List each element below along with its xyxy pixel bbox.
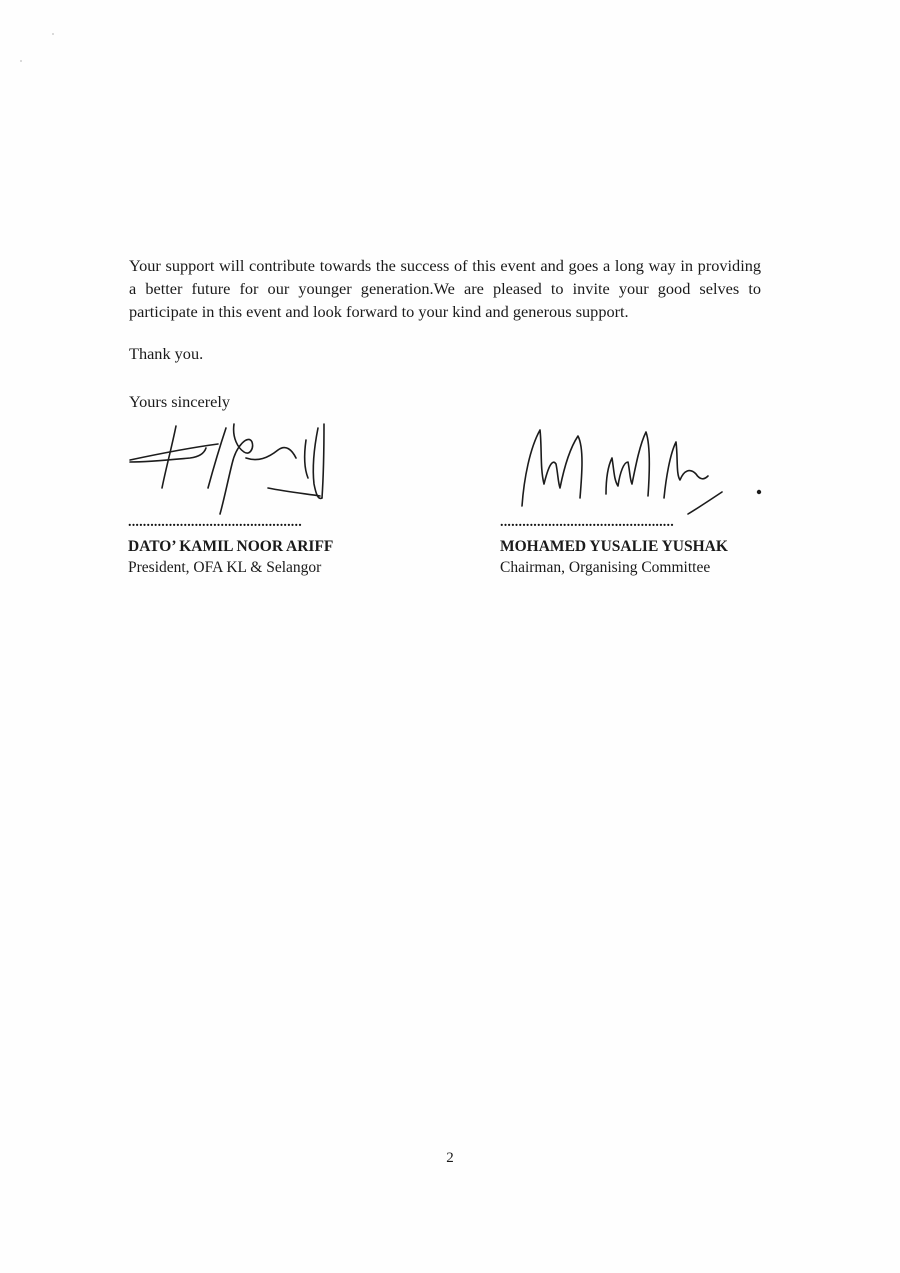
signer-name: DATO’ KAMIL NOOR ARIFF bbox=[128, 538, 334, 555]
handwritten-signature-yusalie bbox=[500, 418, 780, 518]
page-number: 2 bbox=[446, 1150, 454, 1166]
scan-speck bbox=[52, 33, 54, 35]
signer-title: Chairman, Organising Committee bbox=[500, 559, 711, 576]
signer-title: President, OFA KL & Selangor bbox=[128, 559, 322, 576]
handwritten-signature-kamil bbox=[128, 418, 388, 518]
letter-body-paragraph: Your support will contribute towards the success of this event and goes a long way in providing a better future for our younger generation.We are pleased to invite your good selves to participate in this event and look forward to your kind and generous support. bbox=[129, 256, 761, 321]
signature-dotted-line: ............................................... bbox=[128, 518, 302, 530]
signature-block-chairman bbox=[500, 418, 780, 577]
closing-salutation: Yours sincerely bbox=[129, 392, 231, 411]
scan-speck bbox=[20, 60, 22, 62]
signature-dotted-line: ............................................... bbox=[500, 518, 674, 530]
thank-you-line: Thank you. bbox=[129, 344, 204, 363]
signer-name: MOHAMED YUSALIE YUSHAK bbox=[500, 538, 728, 555]
signature-block-president bbox=[128, 418, 388, 577]
